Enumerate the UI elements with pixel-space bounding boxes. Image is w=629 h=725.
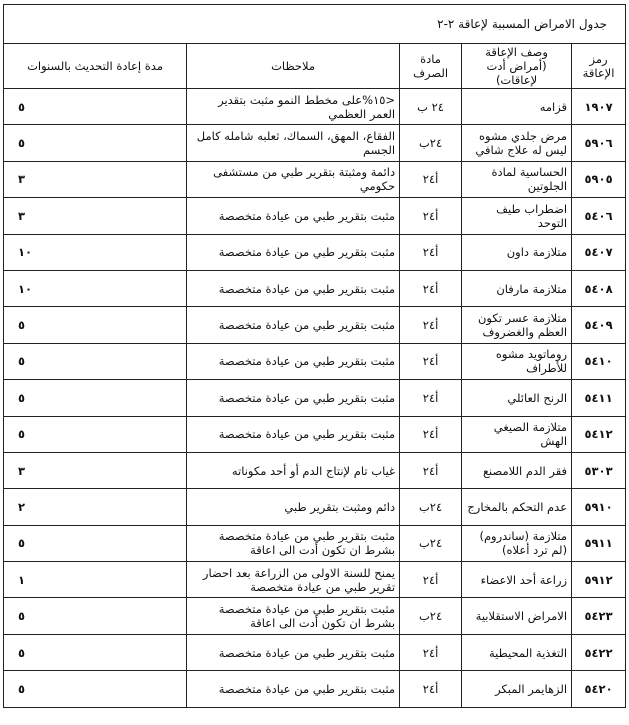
table-row	[4, 234, 626, 270]
period-cell: ٥	[4, 634, 187, 670]
period-cell: ٥	[4, 525, 187, 561]
table-row	[4, 416, 626, 452]
notes-cell: مثبت بتقرير طبي من عيادة متخصصة	[187, 634, 400, 670]
expense-cell: أ٢٤	[400, 452, 462, 488]
description-cell: متلازمة عسر تكون العظم والغضروف	[462, 307, 572, 343]
table-row	[4, 270, 626, 306]
description-cell: فقر الدم اللامصنع	[462, 452, 572, 488]
expense-cell: ٢٤ ب	[400, 89, 462, 125]
expense-cell: أ٢٤	[400, 161, 462, 197]
period-cell: ٥	[4, 598, 187, 634]
code-cell: ٥٤٠٩	[572, 307, 626, 343]
period-cell: ١	[4, 562, 187, 598]
description-cell: التغذية المحيطية	[462, 634, 572, 670]
code-cell: ٥٩٠٥	[572, 161, 626, 197]
code-cell: ٥٤٢٣	[572, 598, 626, 634]
header-notes: ملاحظات	[187, 44, 400, 89]
description-cell: الزهايمر المبكر	[462, 671, 572, 707]
period-cell: ٣	[4, 198, 187, 234]
code-cell: ٥٤١٠	[572, 343, 626, 379]
code-cell: ٥٣٠٣	[572, 452, 626, 488]
table-row	[4, 89, 626, 125]
code-cell: ٥٤٢٠	[572, 671, 626, 707]
code-cell: ٥٤٠٦	[572, 198, 626, 234]
notes-cell: مثبت بتقرير طبي من عيادة متخصصة	[187, 671, 400, 707]
period-cell: ٥	[4, 307, 187, 343]
expense-cell: ٢٤ب	[400, 598, 462, 634]
table-row	[4, 562, 626, 598]
table-row	[4, 671, 626, 707]
code-cell: ١٩٠٧	[572, 89, 626, 125]
description-cell: مرض جلدي مشوه ليس له علاج شافي	[462, 125, 572, 161]
notes-cell: غياب تام لإنتاج الدم أو أحد مكوناته	[187, 452, 400, 488]
expense-cell: أ٢٤	[400, 270, 462, 306]
period-cell: ٢	[4, 489, 187, 525]
period-cell: ٥	[4, 89, 187, 125]
notes-cell: مثبت بتقرير طبي من عيادة متخصصة	[187, 343, 400, 379]
notes-cell: <١٥%على مخطط النمو مثبت بتقدير العمر العظمي	[187, 89, 400, 125]
description-cell: قزامه	[462, 89, 572, 125]
expense-cell: أ٢٤	[400, 380, 462, 416]
period-cell: ٥	[4, 380, 187, 416]
period-cell: ٥	[4, 125, 187, 161]
description-cell: متلازمة مارفان	[462, 270, 572, 306]
period-cell: ٥	[4, 671, 187, 707]
table-row	[4, 380, 626, 416]
expense-cell: أ٢٤	[400, 307, 462, 343]
table-body	[4, 89, 626, 708]
description-cell: اضطراب طيف التوحد	[462, 198, 572, 234]
code-cell: ٥٤١٢	[572, 416, 626, 452]
code-cell: ٥٩١٢	[572, 562, 626, 598]
description-cell: عدم التحكم بالمخارج	[462, 489, 572, 525]
notes-cell: دائمة ومثبتة بتقرير طبي من مستشفى حكومي	[187, 161, 400, 197]
description-cell: الرنح العائلي	[462, 380, 572, 416]
code-cell: ٥٤١١	[572, 380, 626, 416]
description-cell: متلازمة داون	[462, 234, 572, 270]
notes-cell: مثبت بتقرير طبي من عيادة متخصصة	[187, 416, 400, 452]
notes-cell: يمنح للسنة الاولى من الزراعة بعد احضار تقرير طبي من عيادة متخصصة	[187, 562, 400, 598]
notes-cell: مثبت بتقرير طبي من عيادة متخصصة	[187, 234, 400, 270]
header-description	[462, 44, 572, 89]
header-description-line2: (أمراض أدت لإعاقات)	[486, 59, 547, 87]
description-cell: الحساسية لمادة الجلوتين	[462, 161, 572, 197]
header-description-line1: وصف الإعاقة	[485, 45, 548, 59]
expense-cell: أ٢٤	[400, 671, 462, 707]
expense-cell: أ٢٤	[400, 634, 462, 670]
expense-cell: ٢٤ب	[400, 525, 462, 561]
notes-cell: مثبت بتقرير طبي من عيادة متخصصة	[187, 198, 400, 234]
table-row	[4, 525, 626, 561]
notes-cell: الفقاع، المهق، السماك، ثعلبه شامله كامل الجسم	[187, 125, 400, 161]
table-row	[4, 452, 626, 488]
header-row	[4, 44, 626, 89]
notes-cell: مثبت بتقرير طبي من عيادة متخصصة	[187, 307, 400, 343]
description-cell: متلازمة (ساندروم) (لم ترد أعلاه)	[462, 525, 572, 561]
expense-cell: أ٢٤	[400, 416, 462, 452]
expense-cell: أ٢٤	[400, 234, 462, 270]
table-row	[4, 161, 626, 197]
period-cell: ٥	[4, 343, 187, 379]
code-cell: ٥٤٢٢	[572, 634, 626, 670]
table-row	[4, 198, 626, 234]
period-cell: ٣	[4, 161, 187, 197]
notes-cell: دائم ومثبت بتقرير طبي	[187, 489, 400, 525]
expense-cell: أ٢٤	[400, 198, 462, 234]
table-row	[4, 598, 626, 634]
table-title: جدول الامراض المسببة لإعاقة ٢-٢	[4, 5, 626, 44]
code-cell: ٥٤٠٧	[572, 234, 626, 270]
expense-cell: أ٢٤	[400, 562, 462, 598]
disease-table	[3, 4, 626, 708]
period-cell: ١٠	[4, 234, 187, 270]
period-cell: ٣	[4, 452, 187, 488]
code-cell: ٥٩١٠	[572, 489, 626, 525]
notes-cell: مثبت بتقرير طبي من عيادة متخصصة	[187, 380, 400, 416]
table-row	[4, 634, 626, 670]
expense-cell: أ٢٤	[400, 343, 462, 379]
table-row	[4, 489, 626, 525]
expense-cell: ٢٤ب	[400, 125, 462, 161]
notes-cell: مثبت بتقرير طبي من عيادة متخصصة	[187, 270, 400, 306]
table-row	[4, 125, 626, 161]
description-cell: الامراض الاستقلابية	[462, 598, 572, 634]
header-period: مدة إعادة التحديث بالسنوات	[4, 44, 187, 89]
code-cell: ٥٤٠٨	[572, 270, 626, 306]
notes-cell: مثبت بتقرير طبي من عيادة متخصصة بشرط ان تكون أدت الى اعاقة	[187, 525, 400, 561]
period-cell: ٥	[4, 416, 187, 452]
code-cell: ٥٩٠٦	[572, 125, 626, 161]
period-cell: ١٠	[4, 270, 187, 306]
expense-cell: ٢٤ب	[400, 489, 462, 525]
description-cell: متلازمة الصيغي الهش	[462, 416, 572, 452]
notes-cell: مثبت بتقرير طبي من عيادة متخصصة بشرط ان تكون أدت الى اعاقة	[187, 598, 400, 634]
description-cell: زراعة أحد الاعضاء	[462, 562, 572, 598]
description-cell: روماتويد مشوه للأطراف	[462, 343, 572, 379]
header-expense: مادة الصرف	[400, 44, 462, 89]
header-code: رمز الإعاقة	[572, 44, 626, 89]
code-cell: ٥٩١١	[572, 525, 626, 561]
table-row	[4, 307, 626, 343]
table-row	[4, 343, 626, 379]
